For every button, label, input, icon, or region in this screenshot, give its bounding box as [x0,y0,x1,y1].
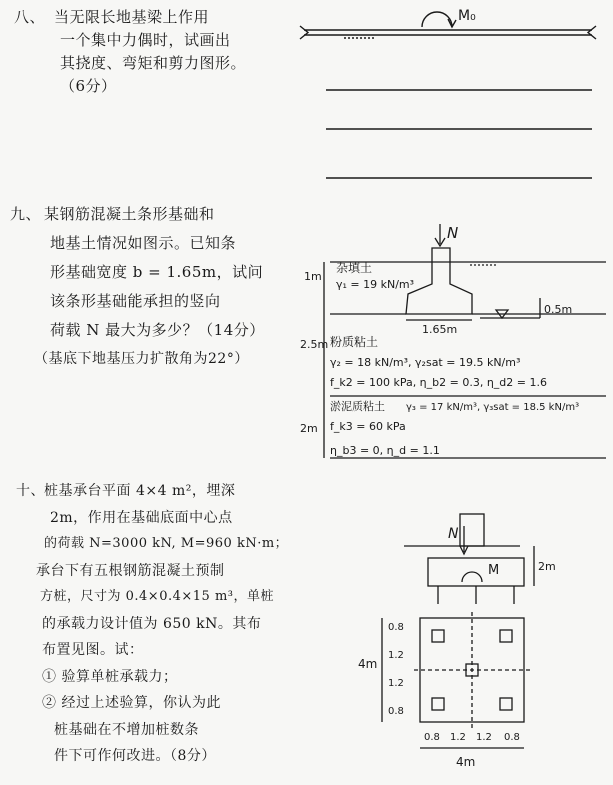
question-10-line: 承台下有五根钢筋混凝土预制 [36,562,225,579]
plan-size-v-label: 4m [358,657,378,671]
load-label: N [448,526,459,542]
layer2-props: γ₂ = 18 kN/m³, γ₂sat = 19.5 kN/m³ [330,356,521,369]
dim-v-label: 1.2 [388,678,404,689]
dim-v-label: 0.8 [388,706,404,717]
question-9-number: 九、 [10,205,42,223]
dim-h-label: 1.2 [476,732,492,743]
foundation-section [406,248,472,314]
width-label: 1.65m [422,323,458,336]
question-10 [16,478,288,770]
question-8-line: （6分） [60,77,117,95]
question-10-line: 方桩，尺寸为 0.4×0.4×15 m³，单桩 [40,589,274,604]
layer3-name: 淤泥质粘土 [330,400,385,413]
question-10-number: 十、 [16,483,45,499]
question-9-line: 某钢筋混凝土条形基础和 [44,205,215,223]
question-10-line: 桩基础在不增加桩数条 [54,721,199,738]
question-9-line: （基底下地基压力扩散角为22°） [34,351,249,367]
depth2-label: 2.5m [300,338,329,351]
dim-h-label: 0.8 [504,732,520,743]
layer3-fk: f_k3 = 60 kPa [330,420,406,433]
water-depth-label: 0.5m [544,303,573,316]
layer1-gamma: γ₁ = 19 kN/m³ [336,278,415,291]
dim-h-label: 1.2 [450,732,466,743]
question-10-line: ② 经过上述验算，你认为此 [42,695,221,711]
layer2-name: 粉质粘土 [330,335,379,349]
question-10-line: 布置见图。试： [42,642,144,658]
question-10-line: 的荷载 N=3000 kN, M=960 kN·m； [44,536,289,551]
pile-cap-section [428,558,524,586]
question-8-line: 当无限长地基梁上作用 [54,8,210,26]
beam-moment-figure [296,2,612,182]
dim-h-label: 0.8 [424,732,440,743]
layer3-params: η_b3 = 0, η_d = 1.1 [330,444,440,457]
question-9-line: 形基础宽度 b = 1.65m，试问 [50,263,264,281]
plan-size-h-label: 4m [456,755,476,769]
question-9-line: 该条形基础能承担的竖向 [50,292,221,310]
pile-plan [500,630,512,642]
question-8-line: 一个集中力偶时，试画出 [60,31,231,49]
dim-v-label: 1.2 [388,650,404,661]
embed-depth-label: 2m [538,560,556,573]
pile-plan [432,698,444,710]
beam-right-infinity-icon [588,26,596,39]
layer1-name: 杂填土 [336,261,373,275]
moment-label: M [488,563,500,578]
question-8-number: 八、 [14,8,46,26]
question-10-line: 件下可作何改进。（8分） [54,748,216,764]
question-10-line: 的承载力设计值为 650 kN。其布 [42,615,262,632]
depth1-label: 1m [304,270,322,283]
beam-left-infinity-icon [300,26,308,39]
layer2-params: f_k2 = 100 kPa, η_b2 = 0.3, η_d2 = 1.6 [330,376,547,389]
moment-arc-icon [462,572,482,582]
pile-plan [432,630,444,642]
moment-label: M₀ [458,8,476,24]
question-10-line: 2m，作用在基础底面中心点 [50,509,233,526]
question-8-line: 其挠度、弯矩和剪力图形。 [60,54,247,72]
load-label: N [447,224,459,242]
pile-cap-figure [352,508,612,780]
depth3-label: 2m [300,422,318,435]
question-9-line: 地基土情况如图示。已知条 [50,234,237,252]
question-8 [14,6,246,98]
question-9-line: 荷载 N 最大为多少？（14分） [50,321,265,339]
strip-foundation-figure [300,218,612,468]
question-9 [10,200,265,374]
pile-plan [500,698,512,710]
question-10-line: 桩基承台平面 4×4 m²，埋深 [44,483,236,499]
question-10-line: ① 验算单桩承载力； [42,668,178,685]
layer3-props: γ₃ = 17 kN/m³, γ₃sat = 18.5 kN/m³ [406,402,580,413]
dim-v-label: 0.8 [388,622,404,633]
